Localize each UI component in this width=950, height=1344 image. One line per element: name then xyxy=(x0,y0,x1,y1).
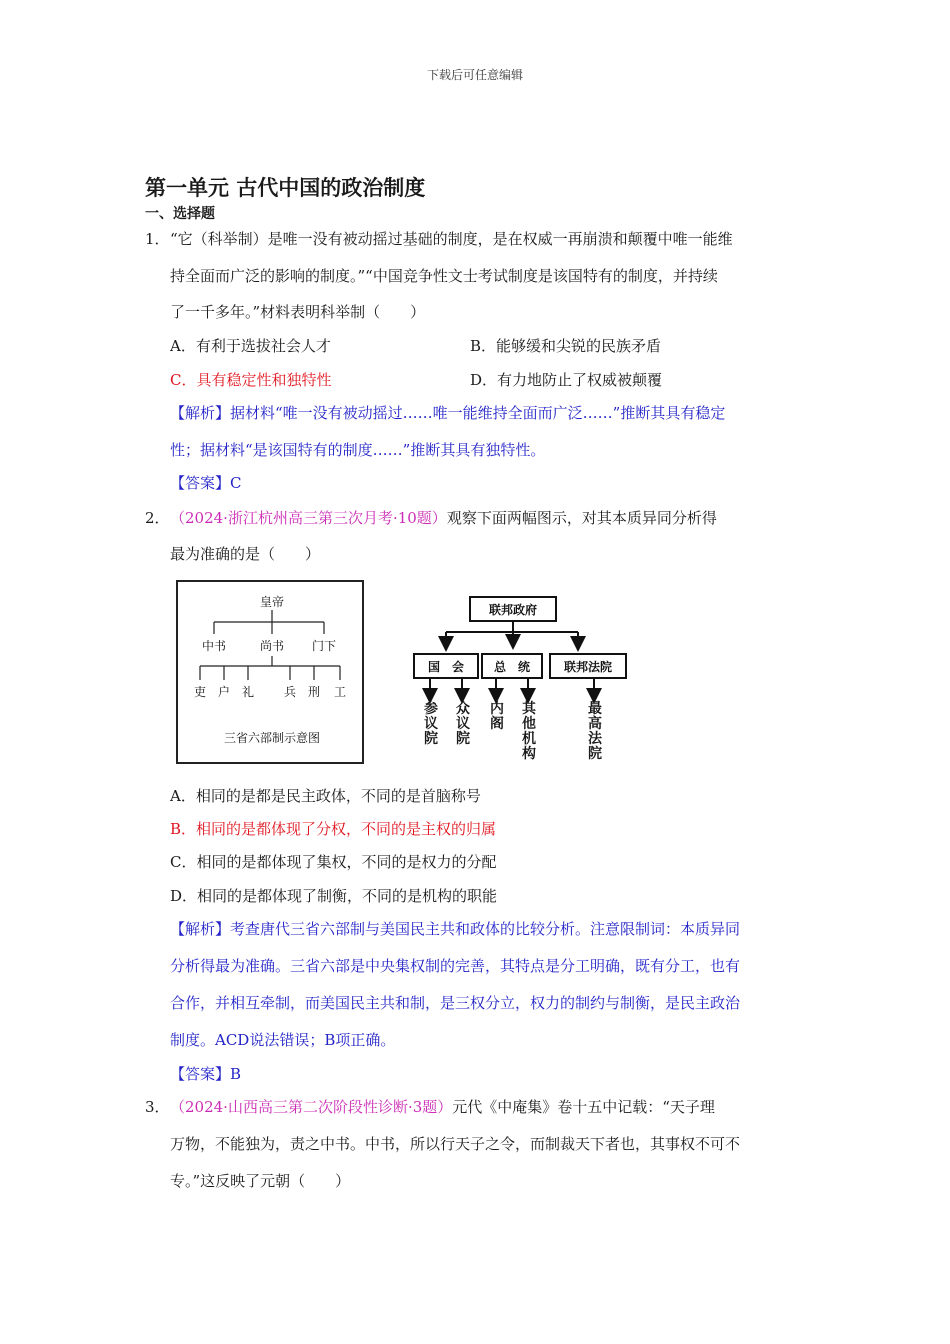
q2-stem-line1 xyxy=(170,507,717,528)
q1-number: 1． xyxy=(145,230,170,248)
fig1-hu: 户 xyxy=(217,685,231,699)
fig2-federal: 联邦政府 xyxy=(488,603,538,617)
fig1-li: 吏 xyxy=(193,685,207,699)
section-heading: 一、选择题 xyxy=(145,206,215,222)
fig1-rites: 礼 xyxy=(241,685,255,699)
three-departments-diagram xyxy=(178,582,362,762)
fig2-cabinet: 内阁 xyxy=(490,701,504,732)
fig1-shangshu: 尚书 xyxy=(259,639,285,653)
fig2-senate: 参议院 xyxy=(424,701,438,747)
q1-option-a: A．有利于选拔社会人才 xyxy=(170,337,331,355)
q3-stem-text: 元代《中庵集》卷十五中记载：“天子理 xyxy=(452,1098,715,1116)
q2-option-d: D．相同的是都体现了制衡，不同的是机构的职能 xyxy=(170,887,498,905)
q3-number: 3． xyxy=(145,1098,170,1116)
q2-option-b: B．相同的是都体现了分权，不同的是主权的归属 xyxy=(170,820,497,838)
q1-option-b: B．能够缓和尖锐的民族矛盾 xyxy=(470,337,662,355)
q2-option-a: A．相同的是都是民主政体，不同的是首脑称号 xyxy=(170,787,481,805)
q2-analysis-line1 xyxy=(170,918,740,939)
q1-answer xyxy=(170,472,242,493)
fig2-other-agencies: 其他机构 xyxy=(522,701,536,762)
q1-option-d: D．有力地防止了权威被颠覆 xyxy=(470,371,663,389)
answer-value: C xyxy=(230,474,242,492)
q3-stem-line3: 专。”这反映了元朝（ ） xyxy=(170,1172,351,1190)
q1-stem-line1: “它（科举制）是唯一没有被动摇过基础的制度，是在权威一再崩溃和颠覆中唯一能维 xyxy=(170,230,733,248)
q2-stem-line2: 最为准确的是（ ） xyxy=(170,545,321,563)
q2-analysis-line4: 制度。ACD说法错误；B项正确。 xyxy=(170,1031,396,1049)
analysis-text: 考查唐代三省六部制与美国民主共和政体的比较分析。注意限制词：本质异同 xyxy=(230,920,741,938)
q1-analysis-line2: 性；据材料“是该国特有的制度……”推断其具有独特性。 xyxy=(170,441,546,459)
q2-source: （2024·浙江杭州高三第三次月考·10题） xyxy=(170,509,447,527)
q2-number: 2． xyxy=(145,509,170,527)
analysis-label: 【解析】 xyxy=(170,404,231,422)
fig2-president: 总 统 xyxy=(493,660,531,674)
answer-value: B xyxy=(230,1065,242,1083)
unit-title: 第一单元 古代中国的政治制度 xyxy=(145,176,426,200)
q2-answer xyxy=(170,1063,241,1084)
answer-label: 【答案】 xyxy=(170,474,231,492)
fig2-congress: 国 会 xyxy=(427,660,465,674)
figure-us-federal xyxy=(408,592,630,772)
fig1-gong: 工 xyxy=(333,685,347,699)
q2-analysis-line2: 分析得最为准确。三省六部是中央集权制的完善，其特点是分工明确，既有分工，也有 xyxy=(170,957,741,975)
fig1-xing: 刑 xyxy=(307,685,321,699)
q1-stem-line3: 了一千多年。”材料表明科举制（ ） xyxy=(170,303,426,321)
analysis-text: 据材料“唯一没有被动摇过……唯一能维持全面而广泛……”推断其具有稳定 xyxy=(230,404,726,422)
fig1-menxia: 门下 xyxy=(311,639,337,653)
q2-analysis-line3: 合作，并相互牵制，而美国民主共和制，是三权分立，权力的制约与制衡，是民主政治 xyxy=(170,994,741,1012)
figure-three-departments xyxy=(176,580,364,764)
q2-stem-text: 观察下面两幅图示，对其本质异同分析得 xyxy=(446,509,717,527)
fig1-caption: 三省六部制示意图 xyxy=(223,731,321,745)
q1-analysis-line1 xyxy=(170,402,725,423)
q3-stem-line2: 万物，不能独为，责之中书。中书，所以行天子之令，而制裁天下者也，其事权不可不 xyxy=(170,1135,741,1153)
fig1-zhongshu: 中书 xyxy=(201,639,227,653)
q1-stem-line2: 持全面而广泛的影响的制度。”“中国竞争性文士考试制度是该国特有的制度，并持续 xyxy=(170,267,718,285)
fig2-court: 联邦法院 xyxy=(563,660,613,674)
q1-option-c: C．具有稳定性和独特性 xyxy=(170,371,332,389)
analysis-label: 【解析】 xyxy=(170,920,231,938)
fig1-bing: 兵 xyxy=(283,685,297,699)
page-header: 下载后可任意编辑 xyxy=(426,68,523,82)
answer-label: 【答案】 xyxy=(170,1065,231,1083)
fig1-emperor: 皇帝 xyxy=(259,595,285,609)
q2-option-c: C．相同的是都体现了集权，不同的是权力的分配 xyxy=(170,853,497,871)
fig2-house: 众议院 xyxy=(456,701,470,747)
q3-source: （2024·山西高三第二次阶段性诊断·3题） xyxy=(170,1098,453,1116)
fig2-supreme-court: 最高法院 xyxy=(588,701,602,762)
q3-stem-line1 xyxy=(170,1096,715,1117)
